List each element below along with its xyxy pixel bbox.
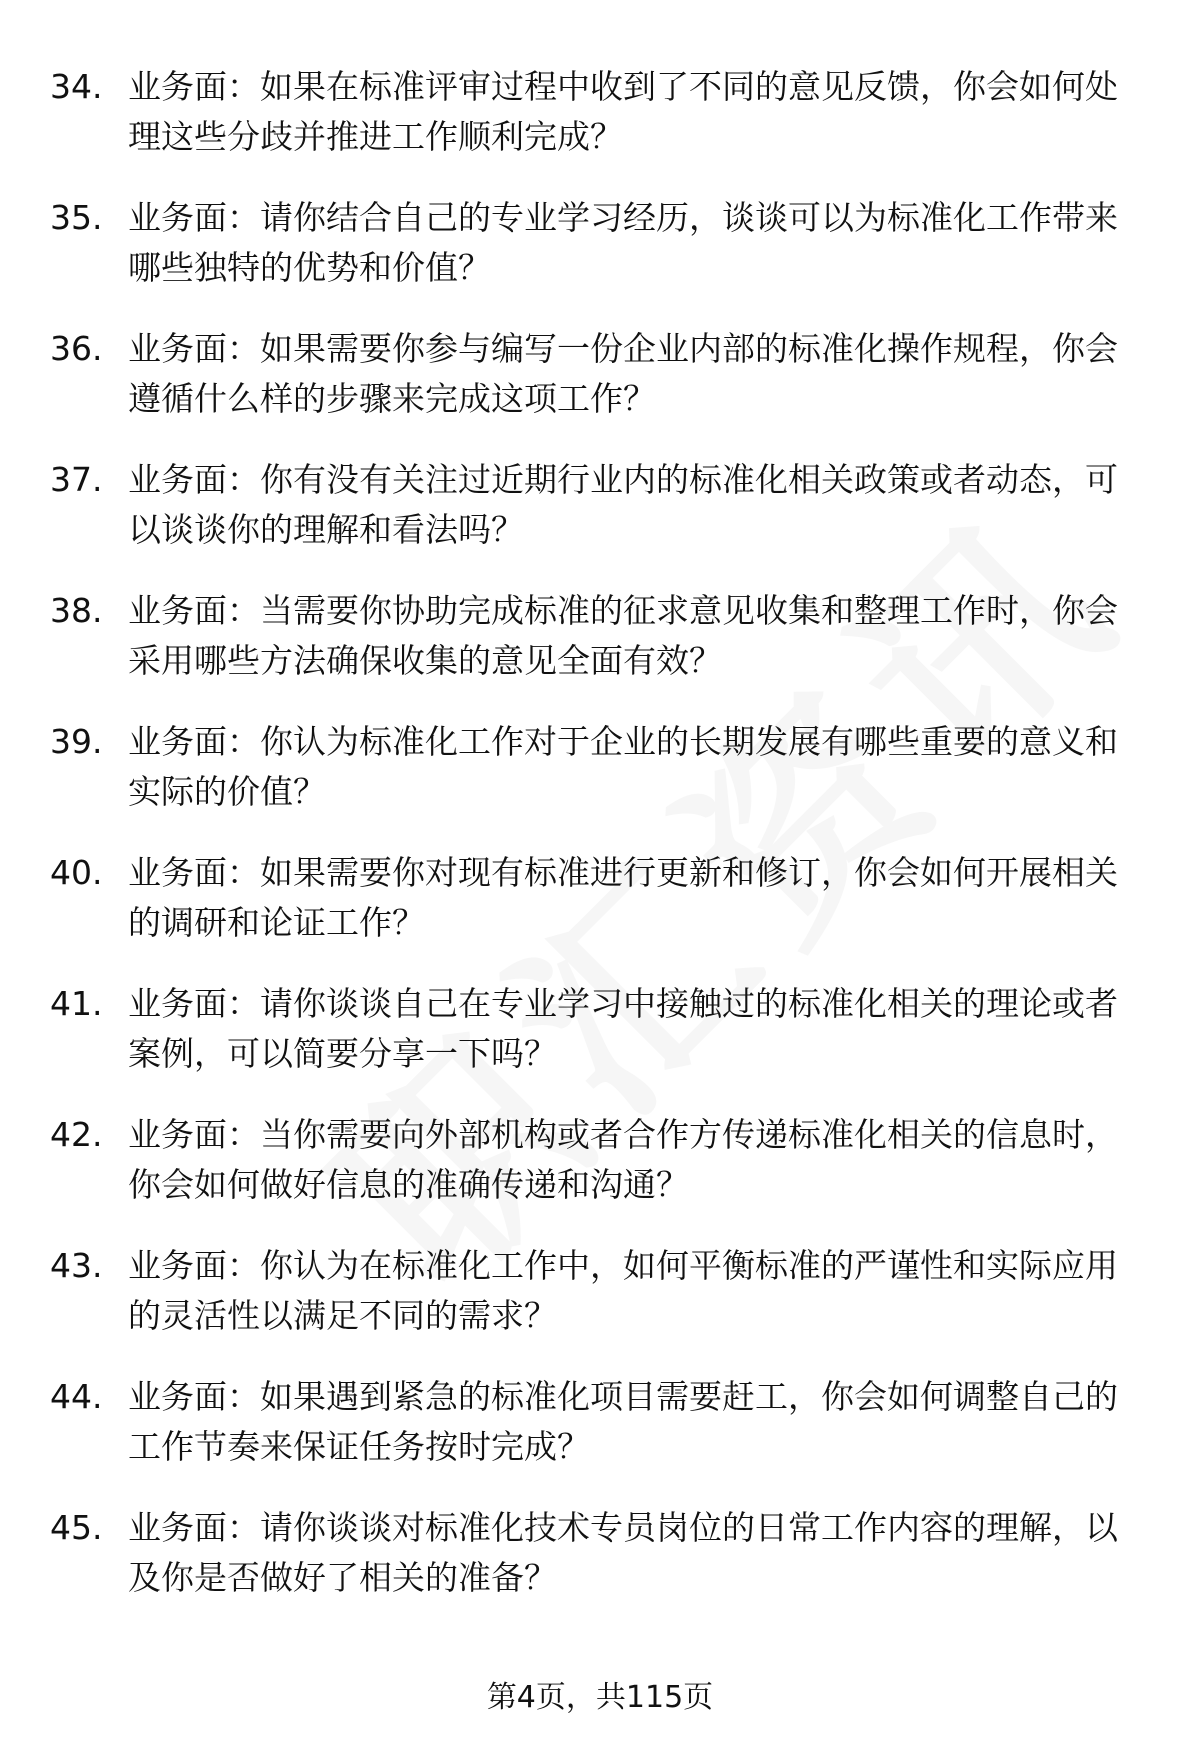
question-item [50, 1241, 1150, 1372]
question-item [50, 455, 1150, 586]
question-number: 44. [50, 1377, 103, 1416]
question-item [50, 717, 1150, 848]
question-item [50, 586, 1150, 717]
page-indicator: 第4页，共115页 [486, 1680, 714, 1715]
question-item [50, 979, 1150, 1110]
question-item [50, 1110, 1150, 1241]
question-number: 36. [50, 329, 103, 368]
question-number: 42. [50, 1115, 103, 1154]
question-item [50, 324, 1150, 455]
question-item [50, 62, 1150, 193]
question-number: 45. [50, 1508, 103, 1547]
question-number: 39. [50, 722, 103, 761]
question-text: 业务面：如果需要你对现有标准进行更新和修订，你会如何开展相关的调研和论证工作？ [128, 853, 1118, 942]
question-item [50, 1372, 1150, 1503]
question-text: 业务面：你有没有关注过近期行业内的标准化相关政策或者动态，可以谈谈你的理解和看法吗？ [128, 460, 1118, 549]
question-number: 35. [50, 198, 103, 237]
question-item [50, 1503, 1150, 1634]
question-number: 34. [50, 67, 103, 106]
question-list [50, 62, 1150, 1634]
question-text: 业务面：如果需要你参与编写一份企业内部的标准化操作规程，你会遵循什么样的步骤来完成这项工作？ [128, 329, 1118, 418]
question-number: 40. [50, 853, 103, 892]
question-number: 37. [50, 460, 103, 499]
question-text: 业务面：如果在标准评审过程中收到了不同的意见反馈，你会如何处理这些分歧并推进工作顺利完成？ [128, 67, 1118, 156]
question-text: 业务面：当需要你协助完成标准的征求意见收集和整理工作时，你会采用哪些方法确保收集的意见全面有效？ [128, 591, 1118, 680]
question-item [50, 193, 1150, 324]
question-text: 业务面：你认为标准化工作对于企业的长期发展有哪些重要的意义和实际的价值？ [128, 722, 1118, 811]
question-text: 业务面：你认为在标准化工作中，如何平衡标准的严谨性和实际应用的灵活性以满足不同的需求？ [128, 1246, 1118, 1335]
question-number: 38. [50, 591, 103, 630]
question-text: 业务面：当你需要向外部机构或者合作方传递标准化相关的信息时，你会如何做好信息的准确传递和沟通？ [128, 1115, 1118, 1204]
question-item [50, 848, 1150, 979]
question-number: 41. [50, 984, 103, 1023]
question-text: 业务面：请你谈谈对标准化技术专员岗位的日常工作内容的理解，以及你是否做好了相关的准备？ [128, 1508, 1118, 1597]
question-text: 业务面：如果遇到紧急的标准化项目需要赶工，你会如何调整自己的工作节奏来保证任务按时完成？ [128, 1377, 1118, 1466]
question-text: 业务面：请你谈谈自己在专业学习中接触过的标准化相关的理论或者案例，可以简要分享一下吗？ [128, 984, 1118, 1073]
question-number: 43. [50, 1246, 103, 1285]
question-text: 业务面：请你结合自己的专业学习经历，谈谈可以为标准化工作带来哪些独特的优势和价值？ [128, 198, 1118, 287]
